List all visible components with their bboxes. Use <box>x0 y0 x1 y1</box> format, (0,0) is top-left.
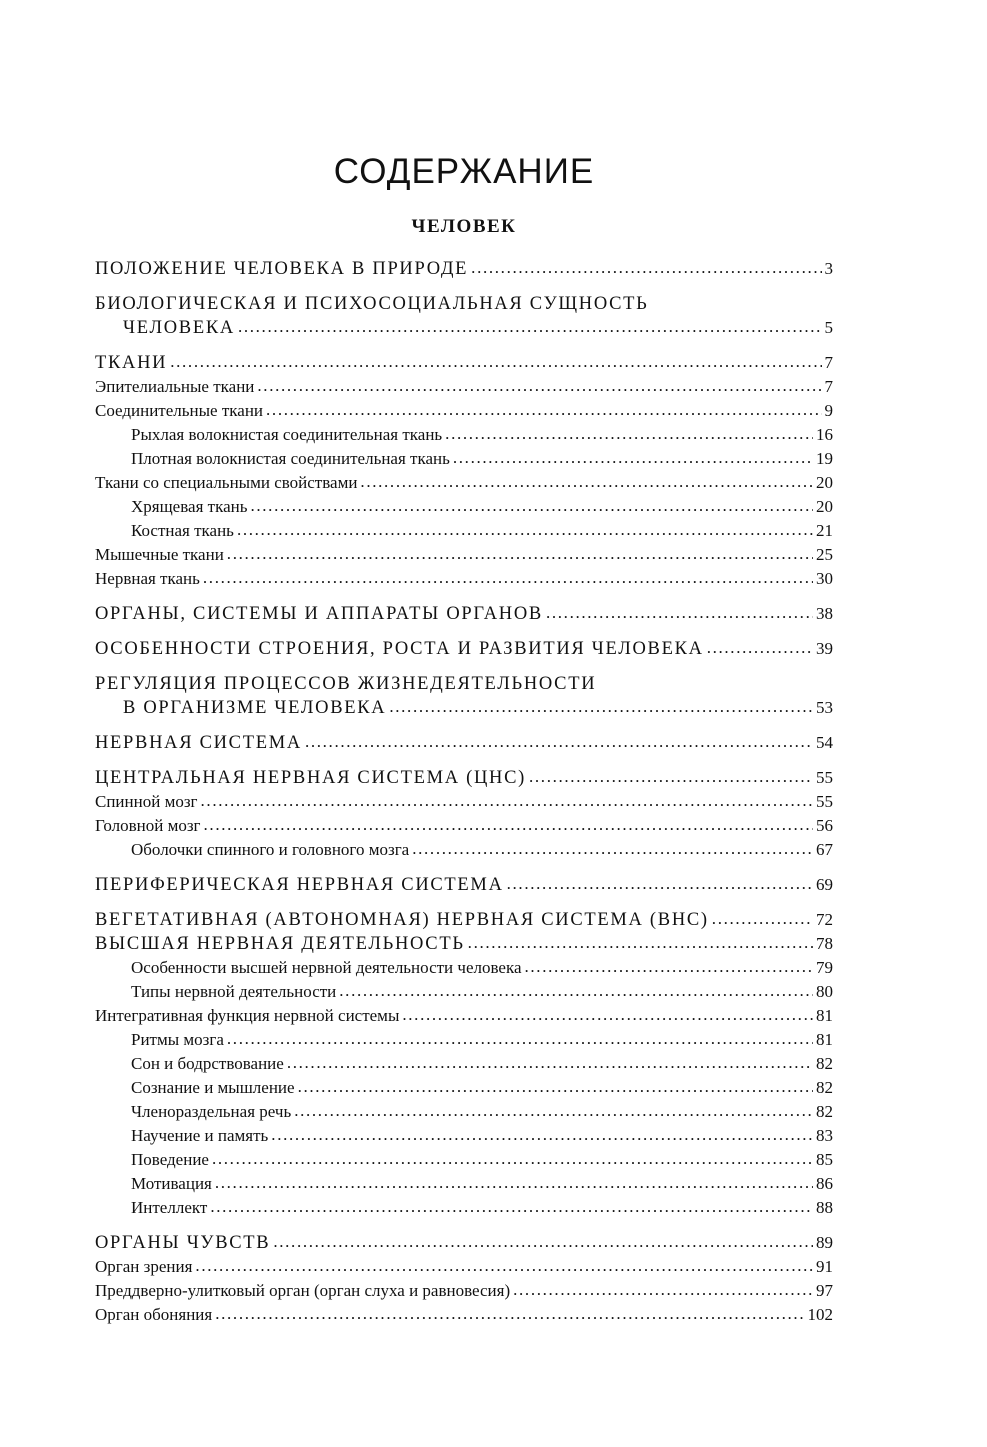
toc-entry[interactable] <box>95 956 833 980</box>
toc-entry-title: Головной мозг <box>95 816 201 835</box>
toc-entry-page: 21 <box>816 521 833 540</box>
toc-entry-page: 38 <box>816 604 833 623</box>
toc-entry-page: 81 <box>816 1006 833 1025</box>
toc-entry[interactable] <box>95 567 833 591</box>
section-heading: ЧЕЛОВЕК <box>411 216 517 237</box>
toc-entry-page: 5 <box>824 318 833 337</box>
toc-entry-page: 19 <box>816 449 833 468</box>
toc-entry-title: Костная ткань <box>131 521 234 540</box>
page-title: СОДЕРЖАНИЕ <box>333 152 595 191</box>
toc-entry-page: 9 <box>824 401 833 420</box>
toc-entry[interactable] <box>95 1231 833 1255</box>
toc-entry[interactable] <box>95 731 833 755</box>
toc-entry-title: ТКАНИ <box>95 353 168 373</box>
toc-entry-title: Орган обоняния <box>95 1305 213 1324</box>
toc-entry-page: 55 <box>816 792 833 811</box>
toc-entry[interactable] <box>95 519 833 543</box>
toc-entry-page: 80 <box>816 982 833 1001</box>
toc-entry-page: 16 <box>816 425 833 444</box>
toc-entry-title: ПЕРИФЕРИЧЕСКАЯ НЕРВНАЯ СИСТЕМА <box>95 875 504 895</box>
toc-entry-title: Мотивация <box>131 1174 212 1193</box>
toc-entry-title: Научение и память <box>131 1126 269 1145</box>
toc-entry[interactable] <box>95 1052 833 1076</box>
toc-entry-page: 86 <box>816 1174 833 1193</box>
toc-entry-page: 91 <box>816 1257 833 1276</box>
toc-entry[interactable] <box>95 1100 833 1124</box>
toc-entry-title: ОРГАНЫ ЧУВСТВ <box>95 1233 271 1253</box>
toc-entry-title: ОРГАНЫ, СИСТЕМЫ И АППАРАТЫ ОРГАНОВ <box>95 604 543 624</box>
toc-entry[interactable] <box>95 423 833 447</box>
toc-entry-page: 102 <box>807 1305 833 1324</box>
toc-entry-page: 78 <box>816 934 833 953</box>
toc-entry-title: Соединительные ткани <box>95 401 264 420</box>
toc-entry[interactable] <box>95 1004 833 1028</box>
toc-entry[interactable] <box>95 292 833 340</box>
toc-entry-title: ВЕГЕТАТИВНАЯ (АВТОНОМНАЯ) НЕРВНАЯ СИСТЕМА (ВНС) <box>95 910 709 930</box>
toc-entry-page: 89 <box>816 1233 833 1252</box>
toc-entry-page: 7 <box>824 377 833 396</box>
toc-entry-page: 81 <box>816 1030 833 1049</box>
toc-entry-title: ВЫСШАЯ НЕРВНАЯ ДЕЯТЕЛЬНОСТЬ <box>95 934 465 954</box>
toc-entry-title: Ритмы мозга <box>131 1030 224 1049</box>
toc-entry-page: 97 <box>816 1281 833 1300</box>
toc-entry-title: ЦЕНТРАЛЬНАЯ НЕРВНАЯ СИСТЕМА (ЦНС) <box>95 768 526 788</box>
toc-entry[interactable] <box>95 1255 833 1279</box>
toc-entry[interactable] <box>95 766 833 790</box>
toc-entry-title: Эпителиальные ткани <box>95 377 255 396</box>
toc-entry-title: Орган зрения <box>95 1257 193 1276</box>
toc-entry[interactable] <box>95 672 833 720</box>
toc-entry[interactable] <box>95 543 833 567</box>
toc-entry[interactable] <box>95 257 833 281</box>
toc-entry-page: 88 <box>816 1198 833 1217</box>
toc-entry[interactable] <box>95 1148 833 1172</box>
toc-entry-title: ЧЕЛОВЕКА <box>123 318 235 338</box>
toc-entry-title: Хрящевая ткань <box>131 497 248 516</box>
toc-entry-title: Преддверно-улитковый орган (орган слуха и равновесия) <box>95 1281 511 1300</box>
toc-entry-page: 69 <box>816 875 833 894</box>
toc-entry-page: 79 <box>816 958 833 977</box>
toc-entry[interactable] <box>95 1196 833 1220</box>
toc-entry[interactable] <box>95 471 833 495</box>
toc-entry-title: Мышечные ткани <box>95 545 224 564</box>
toc-entry-page: 56 <box>816 816 833 835</box>
toc-entry-title: В ОРГАНИЗМЕ ЧЕЛОВЕКА <box>123 698 387 718</box>
toc-entry[interactable] <box>95 873 833 897</box>
toc-entry[interactable] <box>95 1172 833 1196</box>
toc-entry-title: Интеллект <box>131 1198 208 1217</box>
toc-entry[interactable] <box>95 1028 833 1052</box>
toc-entry-title: Нервная ткань <box>95 569 200 588</box>
toc-entry[interactable] <box>95 637 833 661</box>
toc-entry-page: 20 <box>816 497 833 516</box>
toc-entry-title: Типы нервной деятельности <box>131 982 337 1001</box>
toc-entry-title: Оболочки спинного и головного мозга <box>131 840 410 859</box>
toc-entry-title-line1: БИОЛОГИЧЕСКАЯ И ПСИХОСОЦИАЛЬНАЯ СУЩНОСТЬ <box>95 294 649 314</box>
toc-entry-title: Ткани со специальными свойствами <box>95 473 358 492</box>
toc-entry[interactable] <box>95 399 833 423</box>
toc-entry-title: Членораздельная речь <box>131 1102 292 1121</box>
toc-entry-page: 82 <box>816 1078 833 1097</box>
toc-entry-title: Плотная волокнистая соединительная ткань <box>131 449 450 468</box>
toc-entry-page: 72 <box>816 910 833 929</box>
toc-entry-title: Спинной мозг <box>95 792 198 811</box>
toc-entry-page: 54 <box>816 733 833 752</box>
toc-entry-page: 7 <box>824 353 833 372</box>
toc-entry-page: 25 <box>816 545 833 564</box>
toc-entry-page: 85 <box>816 1150 833 1169</box>
toc-entry[interactable] <box>95 790 833 814</box>
toc-entry-page: 20 <box>816 473 833 492</box>
toc-entry[interactable] <box>95 495 833 519</box>
toc-entry-title: НЕРВНАЯ СИСТЕМА <box>95 733 302 753</box>
toc-entry[interactable] <box>95 1076 833 1100</box>
toc-entry[interactable] <box>95 980 833 1004</box>
toc-entry-title: ПОЛОЖЕНИЕ ЧЕЛОВЕКА В ПРИРОДЕ <box>95 259 469 279</box>
toc-entry-page: 67 <box>816 840 833 859</box>
toc-entry-page: 39 <box>816 639 833 658</box>
toc-entry-title: Поведение <box>131 1150 209 1169</box>
toc-entry[interactable] <box>95 814 833 838</box>
table-of-contents <box>95 257 833 1327</box>
toc-entry-title: Особенности высшей нервной деятельности человека <box>131 958 522 977</box>
toc-entry-page: 3 <box>824 259 833 278</box>
toc-entry-page: 82 <box>816 1102 833 1121</box>
toc-entry-page: 55 <box>816 768 833 787</box>
toc-entry[interactable] <box>95 602 833 626</box>
toc-entry[interactable] <box>95 1279 833 1303</box>
toc-entry-page: 82 <box>816 1054 833 1073</box>
toc-entry[interactable] <box>95 1124 833 1148</box>
toc-entry[interactable] <box>95 932 833 956</box>
toc-entry[interactable] <box>95 1303 833 1327</box>
toc-entry-title: Интегративная функция нервной системы <box>95 1006 400 1025</box>
toc-entry[interactable] <box>95 908 833 932</box>
toc-entry-title: Сон и бодрствование <box>131 1054 284 1073</box>
toc-entry[interactable] <box>95 447 833 471</box>
toc-entry-page: 30 <box>816 569 833 588</box>
toc-entry[interactable] <box>95 375 833 399</box>
toc-entry-page: 53 <box>816 698 833 717</box>
toc-entry-title-line1: РЕГУЛЯЦИЯ ПРОЦЕССОВ ЖИЗНЕДЕЯТЕЛЬНОСТИ <box>95 674 597 694</box>
toc-entry-title: ОСОБЕННОСТИ СТРОЕНИЯ, РОСТА И РАЗВИТИЯ ЧЕЛОВЕКА <box>95 639 704 659</box>
toc-entry-title: Рыхлая волокнистая соединительная ткань <box>131 425 443 444</box>
toc-entry-page: 83 <box>816 1126 833 1145</box>
toc-entry[interactable] <box>95 351 833 375</box>
toc-entry-title: Сознание и мышление <box>131 1078 295 1097</box>
toc-entry[interactable] <box>95 838 833 862</box>
